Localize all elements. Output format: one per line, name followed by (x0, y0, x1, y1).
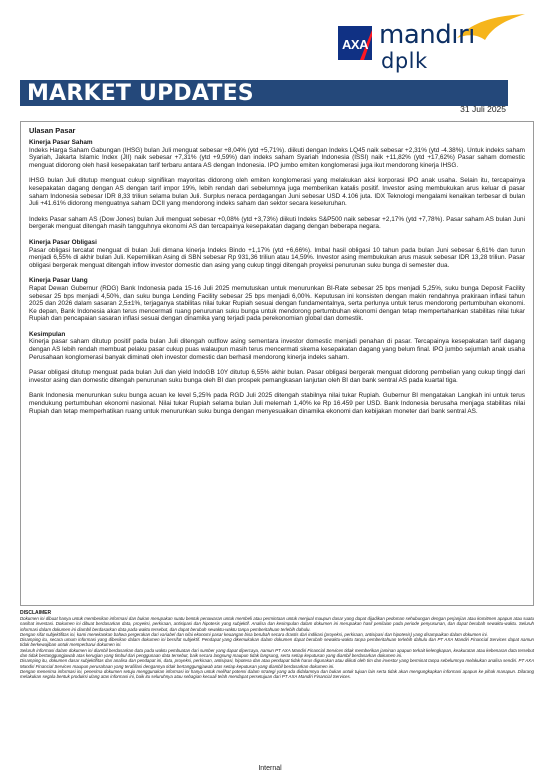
dplk-wordmark: dplk (381, 49, 428, 73)
section-title: Ulasan Pasar (29, 126, 76, 135)
classification-label: Internal (258, 765, 282, 772)
equity-heading: Kinerja Pasar Saham (29, 139, 93, 146)
conclusion-heading: Kesimpulan (29, 330, 66, 338)
axa-logo-text: AXA (342, 37, 368, 52)
disclaimer-paragraph: Dengan sifat subjektifitas ini, kami menekankan bahwa pergerakan dari variabel dan nilai ekonomi pasar keuangan bisa berubah secara drastis dari indikasi (proyeksi, perkiraan, antisipasi dan hipotesis) yang disampaikan dalam dokumen ini. (20, 631, 488, 637)
equity-paragraph-1: Indeks Harga Saham Gabungan (IHSG) bulan Juli menguat sebesar +8,04% (ytd +5,71%). diikuti dengan Indeks LQ45 naik sebesar +2,31% (ytd -4.38%). Untuk indeks saham Syariah, Jakarta Islamic Index (JII) naik sebesar +7,31% (ytd +9,59%) dan indeks saham Syariah Indonesia (ISSI) naik +11,82% (ytd +17,62%) Pasar saham domestic menguat didorong oleh hasil kesepakatan tarif terbaru antara AS dengan Indonesia. IPO jumbo emiten konglomerasi juga ikut mendorong kinerja IHSG. (29, 146, 525, 169)
report-date: 31 Juli 2025 (460, 104, 506, 114)
disclaimer-paragraph: Disamping itu, dokumen dasar subjektifitas dari analisa dan pendapat ini, data, proyeksi, perkiraan, antisipasi, hipotesa dan atau pendapat tidak harus digunakan atau diikuti oleh tim dan investor yang berminat tanpa sebelumnya melakukan analisa sendiri. PT AXA Mandiri Financial Services maupun perusahaan yang terafiliasi dengannya tidak bertanggungjawab atas setiap keputusan yang diambil berdasarkan dokumen ini. (20, 658, 534, 669)
bond-heading: Kinerja Pasar Obligasi (29, 238, 97, 246)
disclaimer-block (20, 610, 534, 680)
conclusion-paragraph-2: Pasar obligasi ditutup menguat pada bulan Juli dan yield IndoGB 10Y ditutup 6,55% akhir bulan. Pasar obligasi bergerak menguat didorong pembelian yang cukup tinggi dari investor asing dan domestic ditengah penurunan suku bunga oleh BI dan prospek pemangkasan lanjutan oleh BI dan bank sentral AS pada kuartal tiga. (29, 369, 525, 384)
conclusion-paragraph-3: Bank Indonesia menurunkan suku bunga acuan ke level 5,25% pada RGD Juli 2025 ditengah stabilnya nilai tukar Rupiah. Gubernur BI mengatakan Langkah ini untuk terus mendukung pertumbuhan ekonomi nasional. Nilai tukar Rupiah selama bulan Juli melemah 1,40% ke Rp 16.459 per USD. Bank Indonesia berusaha menjaga stabilitas nilai Rupiah dan tetap memperhatikan ruang untuk menurunkan suku bunga dengan menyesuaikan dinamika ekonomi dan kebijakan moneter dari bank sentral AS. (29, 392, 525, 415)
conclusion-paragraph-1: Kinerja pasar saham ditutup positif pada bulan Juli ditengah outflow asing sementara investor domestic menjadi penahan di pasar. Tercapainya kesepakatan tarif dagang dengan AS lebih rendah membuat pelaku pasar cukup puas walaupun masih terus mencermati skema kesepakatan dagang yang belum final. IPO jumbo sejumlah anak usaha Perusahaan konglomerasi banyak diminati oleh investor domestic dan berhasil mendorong kinerja indeks saham. (29, 338, 525, 361)
money-market-heading: Kinerja Pasar Uang (29, 277, 88, 285)
equity-paragraph-2: IHSG bulan Juli ditutup menguat cukup signifikan mayoritas didorong oleh emiten konglomerasi yang melakukan aksi korporasi IPO anak usaha. Selain itu, tercapainya kesepakatan dagang dengan AS dengan tarif impor 19%, lebih rendah dari sebelumnya juga memberikan katalis positif. Investor asing membukukan arus keluar di pasar saham Indonesia sebesar IDR 8,33 triliun selama bulan Juli. Surplus neraca perdagangan Juni sebesar USD 4.106 juta. IDX Teknologi mengalami kenaikan terbesar di bulan Juli +41.61% didorong menguatnya saham DCII yang mendorong indeks saham dan sektor secara keseluruhan. (29, 177, 525, 208)
equity-paragraph-3: Indeks Pasar saham AS (Dow Jones) bulan Juli menguat sebesar +0,08% (ytd +3,73%) diikuti Indeks S&P500 naik sebesar +2,17% (ytd +7,78%). Pasar saham AS bulan Juni bergerak menguat ditengah masih tangguhnya ekonomi AS dan tercapainya kesepakatan dagang dengan beberapa negara. (29, 215, 525, 231)
disclaimer-paragraph: Dengan menerima informasi ini, penerima dokumen setuju menggunakan informasi ini hanya untuk melihat potensi dalam strategi yang ada didalamnya dan bukan untuk tujuan lain serta tidak akan mengungkapkan informasi apapun ke pihak manapun. Dilarang melakukan segala bentuk produksi ulang atas informasi ini, baik itu seluruhnya atau sebagian kecuali telah mendapat persetujuan dari PT AXA Mandiri Financial Services. (20, 668, 534, 680)
disclaimer-paragraph: Dokumen ini dibuat hanya untuk memberikan informasi dan bukan merupakan suatu bentuk penawaran untuk membeli atau permintaan untuk menjual maupun dasar yang dapat dijadikan pedoman sehubungan dengan perjanjian atau komitmen apapun atau suatu nasihat investasi. Dokumen ini dibuat berdasarkan data, proyeksi, perkiraan, antisipasi dan hipotesis yang subjektif. Analisa dan kesimpulan dalam dokumen ini merupakan hasil penilaian pada periode penyusunan, dan dapat berubah sewaktu-waktu. Seluruh informasi dalam dokumen ini diambil berdasarkan data pada waktu tersebut, dan dapat berubah sewaktu-waktu tanpa pemberitahuan terlebih dahulu. (20, 616, 534, 632)
market-review-box (20, 121, 534, 606)
bond-paragraph: Pasar obligasi tercatat menguat di bulan Juli dimana kinerja Indeks Bindo +1,17% (ytd +6,66%). Imbal hasil obligasi 10 tahun pada bulan Juni sebesar 6,61% dan turun menjadi 6,55% di akhir bulan Juli. Kepemilikan Asing di SBN sebesar Rp 931,36 triliun atau 14,59%. Investor asing membukukan arus masuk sebesar IDR 13,28 triliun. Pasar obligasi bergerak menguat ditengah inflow investor domestic dan asing yang cukup tinggi ditengah proyeksi penurunan suku bunga di semester dua. (29, 246, 525, 269)
disclaimer-heading: DISCLAIMER (20, 610, 52, 616)
axa-logo (338, 26, 372, 60)
page-title: MARKET UPDATES (27, 81, 254, 106)
money-market-paragraph: Rapat Dewan Gubernur (RDG) Bank Indonesia pada 15-16 Juli 2025 memutuskan untuk menurunkan BI-Rate sebesar 25 bps menjadi 5,25%, suku bunga Deposit Facility sebesar 25 bps menjadi 4,50%, dan suku bunga Lending Facility sebesar 25 bps menjadi 6,00%. Keputusan ini konsisten dengan makin rendahnya prakiraan inflasi tahun 2025 dan 2026 dalam sasaran 2,5±1%, terjaganya stabilitas nilai tukar Rupiah sesuai dengan fundamentalnya, serta perlunya untuk terus mendorong pertumbuhan ekonomi. Ke depan, Bank Indonesia akan terus mencermati ruang penurunan suku bunga untuk mendorong pertumbuhan ekonomi dengan tetap mempertahankan stabilitas nilai tukar Rupiah dan pencapaian sasaran inflasi sesuai dengan dinamika yang terjadi pada perekonomian global dan domestik. (29, 284, 525, 323)
mandiri-wordmark: mandırı (379, 20, 475, 50)
disclaimer-paragraph: Seluruh informasi dalam dokumen ini diambil berdasarkan data pada waktu pembuatan dari sumber yang dapat dipercaya, namun PT AXA Mandiri Financial Services tidak memberikan jaminan apapun terkait kelengkapan, keakuratan atau kebenaran data tersebut dan tidak bertanggungjawab atas kerugian yang timbul dari penggunaan data tersebut, baik secara langsung maupun tidak langsung, serta setiap keputusan yang diambil berdasarkan dokumen ini. (20, 647, 534, 659)
disclaimer-paragraph: Disamping itu, secara umum informasi yang diberikan dalam dokumen ini bersifat subjektif. Pendapat yang dikemukakan dalam dokumen dapat berubah sewaktu-waktu tanpa pemberitahuan terlebih dahulu dan PT AXA Mandiri Financial Services dapat namun tidak berkewajiban untuk memperbarui dokumen ini. (20, 637, 534, 648)
